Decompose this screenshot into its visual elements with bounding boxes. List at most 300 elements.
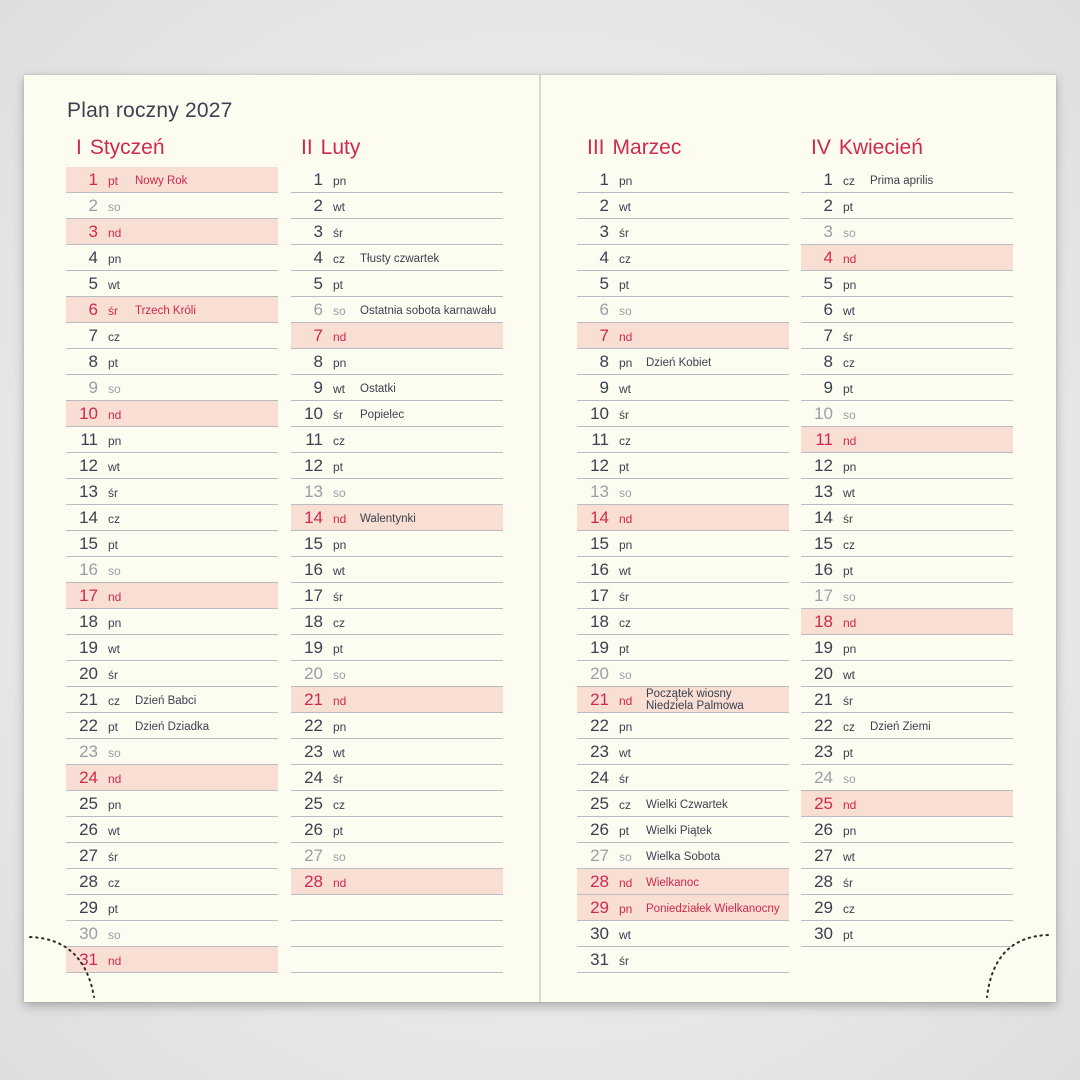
day-of-week: pt <box>333 824 344 838</box>
day-row <box>577 219 789 245</box>
day-row <box>66 609 278 635</box>
day-row <box>801 375 1013 401</box>
day-row <box>291 557 503 583</box>
day-row <box>577 583 789 609</box>
day-number: 8 <box>599 352 609 371</box>
day-of-week: nd <box>108 772 122 786</box>
day-note: Ostatki <box>360 383 396 395</box>
day-row <box>577 167 789 193</box>
day-of-week: pn <box>108 252 122 266</box>
day-of-week: so <box>619 304 632 318</box>
day-of-week: nd <box>108 590 122 604</box>
day-number: 14 <box>79 508 98 527</box>
month-header <box>801 133 1013 167</box>
day-row <box>801 869 1013 895</box>
day-of-week: pt <box>843 200 854 214</box>
day-number: 27 <box>304 846 323 865</box>
day-number: 21 <box>304 690 323 709</box>
day-number: 15 <box>814 534 833 553</box>
month-name: Luty <box>320 136 361 159</box>
month-column-february <box>291 133 503 973</box>
day-number: 14 <box>590 508 609 527</box>
day-row <box>291 401 503 427</box>
day-row <box>291 453 503 479</box>
day-row <box>577 297 789 323</box>
day-of-week: cz <box>619 252 631 266</box>
day-of-week: cz <box>843 902 855 916</box>
day-of-week: nd <box>108 954 122 968</box>
day-number: 9 <box>599 378 609 397</box>
day-of-week: śr <box>619 772 629 786</box>
day-row <box>577 947 789 973</box>
page-title: Plan roczny 2027 <box>67 99 233 122</box>
day-number: 10 <box>814 404 833 423</box>
day-number: 20 <box>79 664 98 683</box>
day-number: 3 <box>313 222 323 241</box>
day-of-week: so <box>619 668 632 682</box>
day-number: 3 <box>88 222 98 241</box>
day-row <box>66 219 278 245</box>
day-row <box>577 453 789 479</box>
day-number: 28 <box>79 872 98 891</box>
day-number: 3 <box>823 222 833 241</box>
day-number: 17 <box>79 586 98 605</box>
day-number: 26 <box>79 820 98 839</box>
day-of-week: pn <box>619 720 633 734</box>
day-row <box>577 193 789 219</box>
day-row <box>577 713 789 739</box>
day-of-week: wt <box>843 304 855 318</box>
day-row <box>801 765 1013 791</box>
day-number: 23 <box>79 742 98 761</box>
dotted-corner-right-icon <box>974 925 1054 1005</box>
day-number: 9 <box>823 378 833 397</box>
day-number: 4 <box>313 248 323 267</box>
day-of-week: śr <box>619 408 629 422</box>
blank-row <box>291 921 503 947</box>
month-column-january <box>66 133 278 973</box>
day-of-week: śr <box>333 772 343 786</box>
day-number: 29 <box>590 898 609 917</box>
day-row <box>801 583 1013 609</box>
day-number: 12 <box>590 456 609 475</box>
day-row <box>66 817 278 843</box>
day-of-week: wt <box>333 200 345 214</box>
day-row <box>66 505 278 531</box>
day-number: 13 <box>590 482 609 501</box>
day-of-week: śr <box>333 408 343 422</box>
day-row <box>291 869 503 895</box>
day-row <box>577 817 789 843</box>
day-number: 12 <box>79 456 98 475</box>
day-of-week: pt <box>619 460 630 474</box>
day-number: 15 <box>590 534 609 553</box>
day-row <box>66 349 278 375</box>
day-number: 28 <box>814 872 833 891</box>
day-note: Tłusty czwartek <box>360 253 440 265</box>
day-row <box>801 323 1013 349</box>
day-number: 16 <box>304 560 323 579</box>
day-row <box>801 245 1013 271</box>
day-row <box>801 401 1013 427</box>
day-of-week: so <box>619 486 632 500</box>
day-row <box>291 765 503 791</box>
day-note: Ostatnia sobota karnawału <box>360 305 497 317</box>
day-number: 25 <box>304 794 323 813</box>
day-row <box>801 453 1013 479</box>
day-of-week: pn <box>108 616 122 630</box>
day-row <box>66 167 278 193</box>
day-of-week: wt <box>108 460 120 474</box>
day-row <box>291 687 503 713</box>
day-of-week: pn <box>108 434 122 448</box>
day-number: 18 <box>79 612 98 631</box>
day-of-week: cz <box>108 512 120 526</box>
day-row <box>801 687 1013 713</box>
day-row <box>66 843 278 869</box>
day-note: Walentynki <box>360 513 416 525</box>
day-row <box>66 427 278 453</box>
day-of-week: so <box>333 304 346 318</box>
day-number: 25 <box>590 794 609 813</box>
day-of-week: cz <box>619 434 631 448</box>
day-number: 4 <box>88 248 98 267</box>
day-number: 16 <box>79 560 98 579</box>
day-note: Nowy Rok <box>135 175 188 187</box>
day-of-week: nd <box>619 512 633 526</box>
day-row <box>66 895 278 921</box>
day-number: 7 <box>599 326 609 345</box>
day-of-week: pn <box>843 460 857 474</box>
day-of-week: so <box>108 382 121 396</box>
day-row <box>801 271 1013 297</box>
day-row <box>291 323 503 349</box>
day-number: 5 <box>88 274 98 293</box>
day-of-week: pt <box>619 824 630 838</box>
day-number: 19 <box>590 638 609 657</box>
day-number: 6 <box>88 300 98 319</box>
day-of-week: cz <box>619 616 631 630</box>
day-row <box>801 505 1013 531</box>
day-note: Wielkanoc <box>646 877 700 889</box>
day-row <box>801 219 1013 245</box>
day-of-week: pn <box>333 356 347 370</box>
month-roman-numeral: II <box>301 136 313 159</box>
day-row <box>577 765 789 791</box>
day-number: 2 <box>599 196 609 215</box>
day-number: 31 <box>79 950 98 969</box>
day-row <box>577 349 789 375</box>
day-number: 6 <box>313 300 323 319</box>
day-number: 29 <box>79 898 98 917</box>
day-of-week: nd <box>333 330 347 344</box>
day-number: 21 <box>590 690 609 709</box>
day-number: 5 <box>823 274 833 293</box>
day-number: 19 <box>79 638 98 657</box>
day-row <box>577 245 789 271</box>
day-row <box>577 557 789 583</box>
day-row <box>577 401 789 427</box>
day-number: 21 <box>79 690 98 709</box>
day-of-week: śr <box>619 590 629 604</box>
day-list <box>66 167 278 973</box>
day-number: 10 <box>79 404 98 423</box>
day-of-week: pn <box>843 824 857 838</box>
day-of-week: so <box>333 668 346 682</box>
day-of-week: pt <box>843 564 854 578</box>
day-of-week: cz <box>843 174 855 188</box>
day-of-week: pn <box>333 174 347 188</box>
day-row <box>291 583 503 609</box>
day-number: 7 <box>823 326 833 345</box>
day-of-week: nd <box>108 408 122 422</box>
day-of-week: so <box>333 486 346 500</box>
day-row <box>291 661 503 687</box>
day-number: 15 <box>79 534 98 553</box>
day-number: 10 <box>590 404 609 423</box>
day-of-week: pt <box>108 356 119 370</box>
day-of-week: cz <box>333 798 345 812</box>
day-row <box>66 713 278 739</box>
day-of-week: nd <box>843 434 857 448</box>
day-number: 11 <box>305 430 323 449</box>
month-header <box>577 133 789 167</box>
day-number: 30 <box>79 924 98 943</box>
day-of-week: śr <box>843 876 853 890</box>
day-row <box>577 661 789 687</box>
day-number: 12 <box>304 456 323 475</box>
day-number: 8 <box>313 352 323 371</box>
month-header <box>291 133 503 167</box>
day-number: 14 <box>814 508 833 527</box>
day-of-week: wt <box>333 746 345 760</box>
day-of-week: śr <box>108 486 118 500</box>
blank-row <box>291 895 503 921</box>
day-number: 1 <box>599 170 609 189</box>
day-row <box>66 557 278 583</box>
day-number: 2 <box>823 196 833 215</box>
day-row <box>577 375 789 401</box>
day-number: 13 <box>304 482 323 501</box>
month-header <box>66 133 278 167</box>
day-number: 15 <box>304 534 323 553</box>
day-row <box>577 869 789 895</box>
day-of-week: pt <box>333 642 344 656</box>
day-row <box>291 635 503 661</box>
day-of-week: nd <box>333 694 347 708</box>
day-number: 25 <box>814 794 833 813</box>
day-of-week: pt <box>843 928 854 942</box>
day-row <box>291 479 503 505</box>
day-row <box>801 635 1013 661</box>
planner-spread <box>24 75 1056 1002</box>
day-number: 21 <box>814 690 833 709</box>
day-of-week: pn <box>843 642 857 656</box>
day-of-week: śr <box>108 304 118 318</box>
day-row <box>291 817 503 843</box>
day-number: 27 <box>590 846 609 865</box>
day-row <box>801 193 1013 219</box>
day-row <box>801 817 1013 843</box>
day-row <box>66 245 278 271</box>
day-of-week: pn <box>619 356 633 370</box>
day-of-week: cz <box>333 616 345 630</box>
day-note: Dzień Dziadka <box>135 721 210 733</box>
day-row <box>291 167 503 193</box>
day-of-week: so <box>843 408 856 422</box>
day-of-week: pt <box>843 382 854 396</box>
day-of-week: wt <box>108 278 120 292</box>
day-of-week: pt <box>333 460 344 474</box>
day-number: 8 <box>823 352 833 371</box>
day-number: 23 <box>814 742 833 761</box>
day-of-week: cz <box>843 538 855 552</box>
day-of-week: cz <box>108 876 120 890</box>
day-row <box>291 505 503 531</box>
day-row <box>66 271 278 297</box>
day-of-week: pt <box>108 720 119 734</box>
day-row <box>801 297 1013 323</box>
day-note: Wielki Czwartek <box>646 799 728 811</box>
day-of-week: nd <box>843 616 857 630</box>
day-row <box>291 271 503 297</box>
day-of-week: pn <box>108 798 122 812</box>
day-of-week: so <box>843 226 856 240</box>
day-note: Dzień Babci <box>135 695 197 707</box>
day-number: 28 <box>304 872 323 891</box>
day-list <box>801 167 1013 947</box>
day-list <box>291 167 503 973</box>
day-of-week: pt <box>108 902 119 916</box>
day-row <box>577 635 789 661</box>
day-row <box>577 271 789 297</box>
day-number: 1 <box>88 170 98 189</box>
day-number: 22 <box>79 716 98 735</box>
day-of-week: so <box>108 564 121 578</box>
day-number: 18 <box>814 612 833 631</box>
day-row <box>66 401 278 427</box>
day-of-week: cz <box>333 434 345 448</box>
day-number: 13 <box>814 482 833 501</box>
day-list <box>577 167 789 973</box>
day-note-line: Niedziela Palmowa <box>646 700 744 712</box>
day-row <box>577 895 789 921</box>
month-roman-numeral: III <box>587 136 605 159</box>
day-row <box>66 193 278 219</box>
day-row <box>291 791 503 817</box>
day-of-week: śr <box>333 226 343 240</box>
day-of-week: pt <box>619 278 630 292</box>
day-of-week: so <box>108 200 121 214</box>
day-number: 14 <box>304 508 323 527</box>
day-number: 24 <box>590 768 609 787</box>
day-of-week: nd <box>843 252 857 266</box>
day-of-week: wt <box>108 642 120 656</box>
day-of-week: śr <box>619 226 629 240</box>
day-row <box>801 895 1013 921</box>
day-of-week: so <box>108 746 121 760</box>
day-of-week: wt <box>843 486 855 500</box>
day-row <box>801 167 1013 193</box>
day-number: 26 <box>814 820 833 839</box>
day-of-week: śr <box>843 512 853 526</box>
day-number: 9 <box>313 378 323 397</box>
day-row <box>66 453 278 479</box>
day-of-week: cz <box>108 330 120 344</box>
day-row <box>66 375 278 401</box>
month-column-april <box>801 133 1013 947</box>
day-number: 20 <box>590 664 609 683</box>
day-of-week: nd <box>333 876 347 890</box>
day-row <box>291 297 503 323</box>
day-number: 16 <box>814 560 833 579</box>
day-of-week: pn <box>333 720 347 734</box>
day-number: 30 <box>814 924 833 943</box>
day-row <box>801 661 1013 687</box>
day-number: 6 <box>823 300 833 319</box>
day-row <box>801 479 1013 505</box>
day-row <box>291 531 503 557</box>
day-row <box>66 531 278 557</box>
day-number: 27 <box>79 846 98 865</box>
day-row <box>66 791 278 817</box>
day-of-week: śr <box>108 668 118 682</box>
day-of-week: so <box>843 590 856 604</box>
day-note: Poniedziałek Wielkanocny <box>646 903 780 915</box>
day-number: 1 <box>823 170 833 189</box>
day-of-week: nd <box>108 226 122 240</box>
day-note: Dzień Kobiet <box>646 357 712 369</box>
day-note <box>646 688 744 712</box>
day-number: 31 <box>590 950 609 969</box>
day-number: 19 <box>814 638 833 657</box>
day-number: 27 <box>814 846 833 865</box>
month-roman-numeral: IV <box>811 136 831 159</box>
day-of-week: so <box>333 850 346 864</box>
day-row <box>801 791 1013 817</box>
day-row <box>291 739 503 765</box>
day-number: 23 <box>590 742 609 761</box>
day-number: 4 <box>823 248 833 267</box>
day-of-week: cz <box>333 252 345 266</box>
day-of-week: nd <box>619 330 633 344</box>
day-row <box>291 375 503 401</box>
day-of-week: wt <box>619 928 631 942</box>
day-of-week: nd <box>619 694 633 708</box>
day-row <box>801 427 1013 453</box>
day-row <box>66 661 278 687</box>
day-of-week: wt <box>619 200 631 214</box>
day-row <box>577 531 789 557</box>
day-row <box>577 609 789 635</box>
day-number: 17 <box>814 586 833 605</box>
day-number: 13 <box>79 482 98 501</box>
day-row <box>577 921 789 947</box>
dotted-corner-left-icon <box>24 925 104 1005</box>
book-spine <box>539 75 541 1002</box>
day-of-week: so <box>843 772 856 786</box>
day-row <box>66 583 278 609</box>
day-row <box>66 635 278 661</box>
day-number: 16 <box>590 560 609 579</box>
day-number: 20 <box>814 664 833 683</box>
day-row <box>291 193 503 219</box>
day-of-week: śr <box>333 590 343 604</box>
day-row <box>801 609 1013 635</box>
day-row <box>291 245 503 271</box>
day-row <box>577 687 789 713</box>
day-number: 26 <box>304 820 323 839</box>
